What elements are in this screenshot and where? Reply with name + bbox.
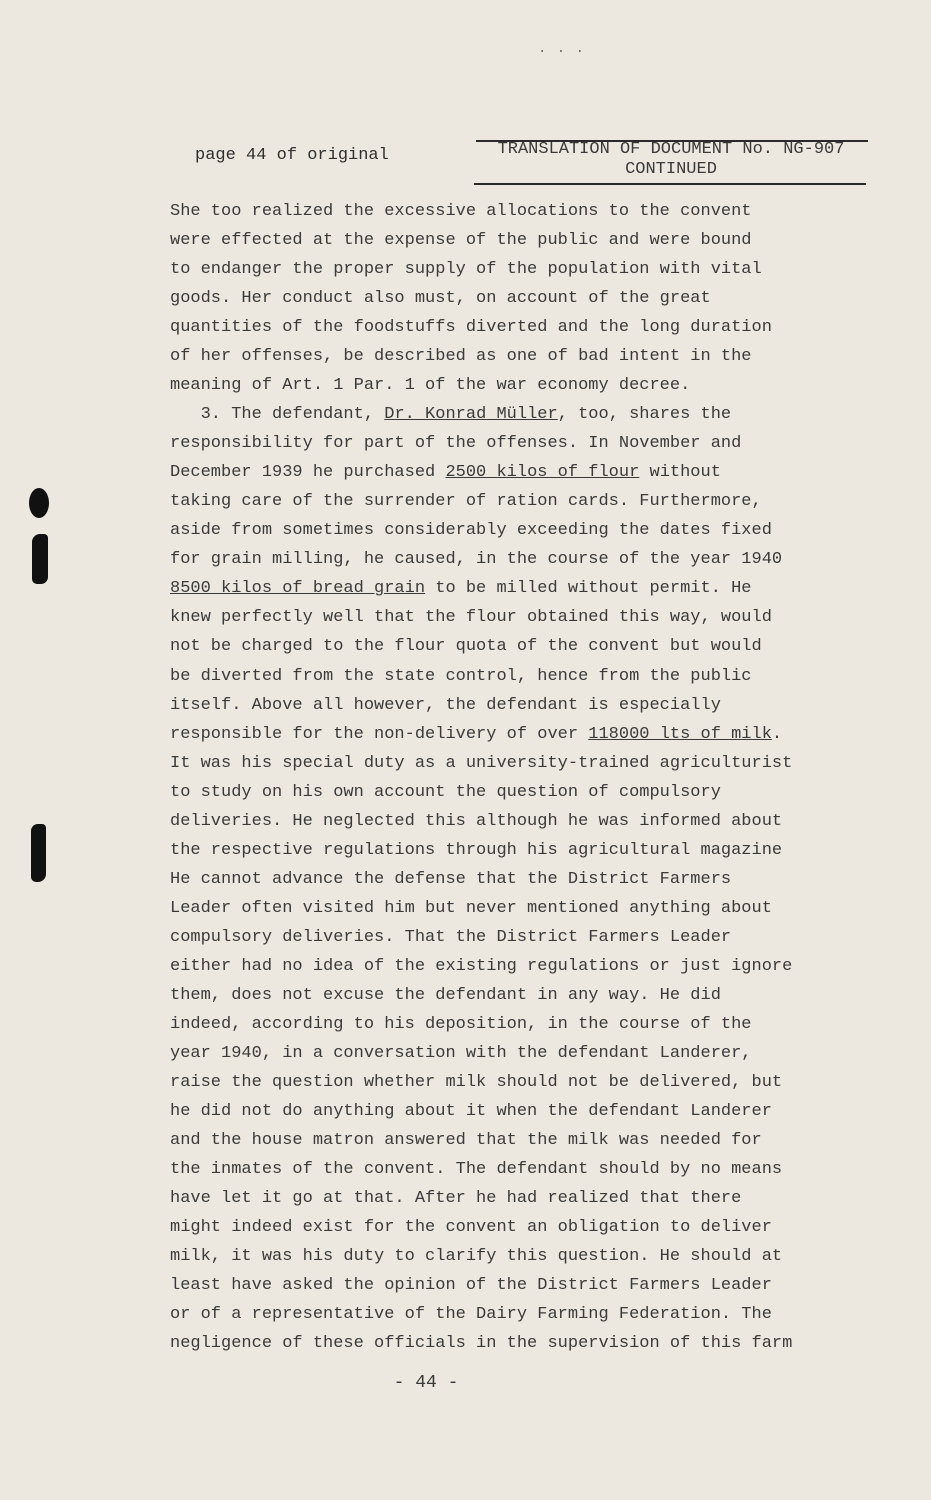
page-number: - 44 - bbox=[393, 1373, 459, 1393]
text-line: Leader often visited him but never mentioned anything about bbox=[170, 898, 772, 918]
text-fragment: without bbox=[639, 463, 721, 483]
original-page-reference: page 44 of original bbox=[195, 146, 389, 165]
text-line: the respective regulations through his agricultural magazine bbox=[170, 840, 783, 860]
underlined-flour-quantity: 2500 kilos of flour bbox=[445, 463, 640, 483]
text-fragment: to be milled without permit. He bbox=[425, 579, 752, 599]
text-line: of her offenses, be described as one of bad intent in the bbox=[170, 347, 752, 367]
underlined-grain-quantity: 8500 kilos of bread grain bbox=[170, 579, 426, 599]
text-line: taking care of the surrender of ration cards. Furthermore, bbox=[170, 492, 762, 512]
text-line: either had no idea of the existing regulations or just ignore bbox=[170, 956, 793, 976]
document-body bbox=[170, 197, 890, 1358]
document-title bbox=[474, 140, 868, 180]
text-line: deliveries. He neglected this although he was informed about bbox=[170, 811, 783, 831]
text-line: or of a representative of the Dairy Farming Federation. The bbox=[170, 1305, 772, 1325]
text-line bbox=[170, 458, 890, 487]
text-line: quantities of the foodstuffs diverted and the long duration bbox=[170, 318, 772, 338]
text-line: year 1940, in a conversation with the defendant Landerer, bbox=[170, 1043, 752, 1063]
text-fragment: December 1939 he purchased bbox=[170, 463, 446, 483]
scan-speck: · · · bbox=[538, 44, 586, 60]
text-line: responsibility for part of the offenses. In November and bbox=[170, 434, 742, 454]
text-line: them, does not excuse the defendant in any way. He did bbox=[170, 985, 721, 1005]
text-fragment: , too, shares the bbox=[557, 405, 732, 425]
text-fragment: . bbox=[771, 724, 783, 744]
text-line: meaning of Art. 1 Par. 1 of the war economy decree. bbox=[170, 376, 691, 396]
text-line: least have asked the opinion of the District Farmers Leader bbox=[170, 1276, 772, 1296]
text-line: and the house matron answered that the milk was needed for bbox=[170, 1131, 762, 1150]
text-line: not be charged to the flour quota of the convent but would bbox=[170, 637, 762, 657]
text-line: aside from sometimes considerably exceeding the dates fixed bbox=[170, 521, 772, 541]
text-fragment: responsible for the non-delivery of over bbox=[170, 724, 589, 744]
text-line: were effected at the expense of the public and were bound bbox=[170, 231, 752, 251]
text-line: He cannot advance the defense that the District Farmers bbox=[170, 869, 732, 889]
text-line bbox=[170, 400, 890, 429]
text-line: She too realized the excessive allocations to the convent bbox=[170, 202, 752, 221]
text-line: might indeed exist for the convent an obligation to deliver bbox=[170, 1218, 772, 1238]
document-title-line-2: CONTINUED bbox=[625, 160, 717, 179]
text-line: itself. Above all however, the defendant is especially bbox=[170, 695, 721, 715]
text-line: compulsory deliveries. That the District Farmers Leader bbox=[170, 927, 732, 947]
text-line: for grain milling, he caused, in the course of the year 1940 bbox=[170, 550, 783, 570]
text-line: to study on his own account the question of compulsory bbox=[170, 782, 721, 802]
punch-hole-2 bbox=[32, 534, 48, 584]
punch-hole-3 bbox=[31, 824, 46, 882]
document-title-line-1: TRANSLATION OF DOCUMENT No. NG-907 bbox=[497, 140, 845, 159]
text-line: milk, it was his duty to clarify this question. He should at bbox=[170, 1247, 783, 1267]
text-line: to endanger the proper supply of the population with vital bbox=[170, 260, 762, 280]
text-line: have let it go at that. After he had realized that there bbox=[170, 1189, 742, 1209]
punch-hole-1 bbox=[29, 488, 49, 518]
text-line bbox=[170, 574, 890, 603]
text-line: be diverted from the state control, hence from the public bbox=[170, 666, 752, 686]
text-fragment: 3. The defendant, bbox=[170, 405, 385, 425]
text-line: indeed, according to his deposition, in the course of the bbox=[170, 1014, 752, 1034]
text-line: negligence of these officials in the supervision of this farm bbox=[170, 1334, 793, 1354]
document-header bbox=[0, 140, 931, 200]
title-rule-bottom bbox=[474, 183, 866, 185]
underlined-defendant-name: Dr. Konrad Müller bbox=[384, 405, 558, 425]
text-line: the inmates of the convent. The defendant should by no means bbox=[170, 1160, 783, 1180]
text-line: he did not do anything about it when the defendant Landerer bbox=[170, 1101, 772, 1121]
text-line: goods. Her conduct also must, on account of the great bbox=[170, 289, 711, 309]
underlined-milk-quantity: 118000 lts of milk bbox=[588, 724, 772, 744]
text-line: knew perfectly well that the flour obtained this way, would bbox=[170, 608, 772, 628]
text-line bbox=[170, 720, 890, 749]
text-line: It was his special duty as a university-trained agriculturist bbox=[170, 753, 793, 773]
text-line: raise the question whether milk should not be delivered, but bbox=[170, 1072, 783, 1092]
